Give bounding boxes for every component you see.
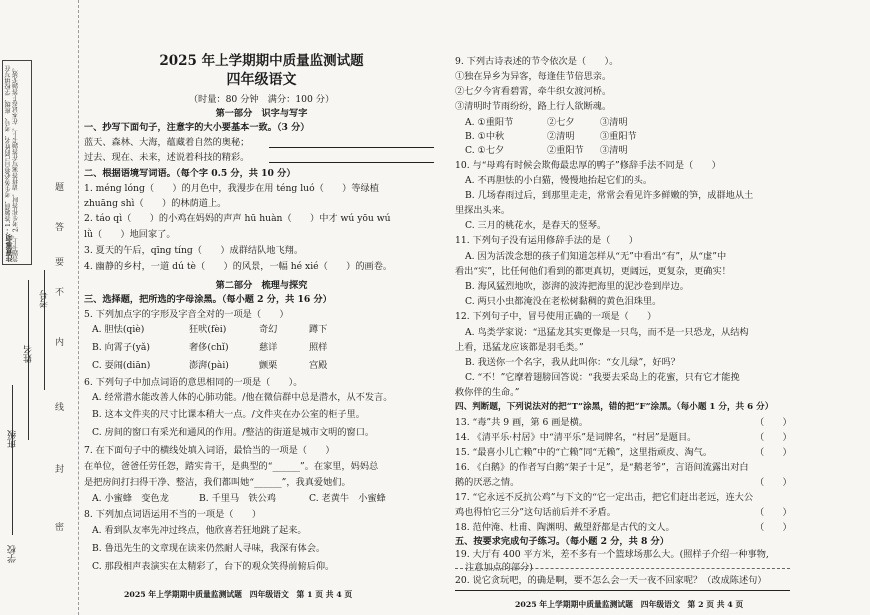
- label-class: 班级: [8, 430, 18, 448]
- page-2-footer: 2025 年上学期期中质量监测试题 四年级语文 第 2 页 共 4 页: [515, 600, 744, 609]
- question-18: 18. 范仲淹、杜甫、陶渊明、戴望舒都是古代的文人。: [455, 522, 675, 533]
- page-1: [84, 0, 439, 615]
- seal-char: 要: [55, 258, 65, 268]
- q12-option-c[interactable]: C. “不！”它摩着翅膀回答说：“我要去采岛上的花蜜，只有它才能挽: [465, 372, 740, 383]
- question-1-line-2: zhuāng shì（ ）的林荫道上。: [84, 198, 227, 209]
- label-name: 姓名: [24, 345, 34, 363]
- question-16-cont: 鹅的厌恶之情。: [455, 477, 520, 488]
- question-3: 3. 夏天的午后，qīng tíng（ ）成群结队地飞翔。: [84, 245, 304, 256]
- q5-option-c-word: 颤栗: [259, 360, 278, 371]
- q9-option-a[interactable]: A. ①重阳节: [465, 117, 514, 128]
- question-10: 10. 与“母鸡有时候会欺侮最忠厚的鸭子”修辞手法不同是（ ）: [455, 160, 721, 171]
- question-4: 4. 幽静的乡村，一道 dú tè（ ）的风景，一幅 hé xié（ ）的画卷。: [84, 261, 393, 272]
- q5-option-b-word: 慈详: [259, 342, 278, 353]
- q12-option-c-cont: 救你伴的生命。”: [455, 387, 520, 398]
- question-7-line-2: 在单位，爸爸任劳任怨，踏实肯干，是典型的“______”。在家里，妈妈总: [84, 461, 379, 472]
- name-line: [44, 270, 45, 390]
- seal-char: 不: [55, 288, 65, 298]
- q7-option-b[interactable]: B. 千里马 铁公鸡: [199, 493, 276, 504]
- q5-option-c-word: 宫殿: [309, 360, 328, 371]
- question-17-cont: 鸡也得怕它三分”这句话前后并不矛盾。: [455, 507, 616, 518]
- q9-poem-2: ②七夕今宵看碧霄，牵牛织女渡河桥。: [455, 86, 612, 97]
- q15-answer[interactable]: （ ）: [755, 447, 792, 458]
- exam-subtitle: 四年级语文: [226, 72, 297, 88]
- q9-option-b-item: ③重阳节: [600, 131, 637, 142]
- question-16: 16. 《白鹅》的作者写白鹅“架子十足”，是“鹅老爷”，言语间流露出对白: [455, 462, 749, 473]
- q5-option-a-word: 奇幻: [259, 324, 278, 335]
- section-4-heading: 四、判断题，下列说法对的把“T”涂黑，错的把“F”涂黑。（每小题 1 分，共 6 分）: [455, 402, 774, 412]
- q6-option-b[interactable]: B. 这本文件夹的尺寸比课本稍大一点。/文件夹在办公室的柜子里。: [92, 409, 365, 420]
- q6-option-a[interactable]: A. 经常潜水能改善人体的心肺功能。/他在微信群中总是潜水，从不发言。: [92, 392, 393, 403]
- q12-option-a[interactable]: A. 鸟类学家说：“迅猛龙其实更像是一只鸟，而不是一只恐龙，从结构: [465, 327, 749, 338]
- section-2-heading: 二、根据语境写词语。（每个字 0.5 分，共 10 分）: [84, 168, 296, 179]
- q9-option-a-item: ③清明: [600, 117, 628, 128]
- q5-option-b[interactable]: B. 向霄子(yǎ): [92, 342, 150, 353]
- copy-line-2: 过去、现在、未来，述说着科技的精彩。: [84, 152, 250, 163]
- notice-box: [2, 60, 32, 265]
- q12-option-b[interactable]: B. 我送你一个名字，我从此叫你：“女儿绿”，好吗？: [465, 357, 680, 368]
- q8-option-b[interactable]: B. 鲁迅先生的文章现在读来仍然耐人寻味，我深有体会。: [92, 543, 326, 554]
- question-12: 12. 下列句子中，冒号使用正确的一项是（ ）: [455, 311, 657, 322]
- label-school: 学校: [8, 545, 18, 563]
- q9-option-a-item: ②七夕: [547, 117, 575, 128]
- seal-char: 封: [55, 465, 65, 475]
- q8-option-c[interactable]: C. 那段相声表演实在太精彩了，台下的观众笑得前俯后仰。: [92, 561, 335, 572]
- question-19: 19. 大厅有 400 平方米，差不多有一个篮球场那么大。(照样子介绍一种事物,: [455, 549, 769, 560]
- q9-option-c-item: ②重阳节: [547, 145, 584, 156]
- notice-title: 注意事项：: [4, 227, 13, 262]
- question-7-line-3: 是把房间打扫得干净、整洁，我们都叫她“______”，我真爱她们。: [84, 477, 351, 488]
- page-1-footer: 2025 年上学期期中质量监测试题 四年级语文 第 1 页 共 4 页: [124, 590, 353, 599]
- q14-answer[interactable]: （ ）: [755, 432, 792, 443]
- question-17: 17. “它永远不反抗公鸡”与下文的“它一定出击，把它们赶出老远，连大公: [455, 492, 754, 503]
- school-line: [12, 385, 13, 535]
- seal-char: 答: [55, 223, 65, 233]
- q5-option-b-word: 奢侈(chǐ): [189, 342, 229, 353]
- q8-option-a[interactable]: A. 看到队友率先冲过终点，他欣喜若狂地跳了起来。: [92, 525, 307, 536]
- q9-poem-1: ①独在异乡为异客，每逢佳节倍思亲。: [455, 71, 612, 82]
- q9-option-c[interactable]: C. ①七夕: [465, 145, 505, 156]
- q7-option-c[interactable]: C. 老黄牛 小蜜蜂: [309, 493, 386, 504]
- q7-option-a[interactable]: A. 小蜜蜂 变色龙: [92, 493, 169, 504]
- q5-option-a-word: 狂吠(fèi): [189, 324, 227, 335]
- q10-option-c[interactable]: C. 三月的桃花水，是春天的竖琴。: [465, 220, 607, 231]
- q5-option-c[interactable]: C. 耍闹(diān): [92, 360, 151, 371]
- question-6: 6. 下列句子中加点词语的意思相同的一项是（ ）。: [84, 377, 303, 388]
- copy-answer-line[interactable]: [269, 147, 434, 148]
- q10-option-b[interactable]: B. 几场春雨过后，到那里走走，常常会看见许多鲜嫩的笋，成群地从土: [465, 190, 754, 201]
- question-5: 5. 下列加点字的字形及字音全对的一项是（ ）: [84, 309, 289, 320]
- q11-option-b[interactable]: B. 海风猛烈地吹，澎湃的波涛把海里的泥沙卷到岸边。: [465, 281, 689, 292]
- exam-title: 2025 年上学期期中质量监测试题: [159, 53, 364, 69]
- question-20: 20. 说它贪玩吧，的确是啊，要不怎么会一天一夜不回家呢？（改成陈述句）: [455, 575, 767, 586]
- q6-option-c[interactable]: C. 房间的窗口有采光和通风的作用。/整洁的街道是城市文明的窗口。: [92, 427, 375, 438]
- question-9: 9. 下列古诗表述的节令依次是（ ）。: [455, 56, 619, 67]
- q11-option-a-cont: 看出“实”，比任何他们看到的都更真切，更阔远，更复杂，更确实！: [455, 266, 731, 277]
- part-2-heading: 第二部分 梳理与探究: [215, 280, 308, 291]
- q10-option-a[interactable]: A. 不再胆怯的小白猫，慢慢地抬起它们的头。: [465, 175, 653, 186]
- q9-option-b-item: ②清明: [547, 131, 575, 142]
- q9-option-b[interactable]: B. ①中秋: [465, 131, 505, 142]
- section-5-heading: 五、按要求完成句子练习。（每小题 2 分，共 8 分）: [455, 536, 669, 547]
- seal-char: 密: [55, 523, 65, 533]
- q16-answer[interactable]: （ ）: [755, 477, 792, 488]
- question-15: 15. “最喜小儿亡赖”中的“亡赖”同“无赖”，这里指顽皮、淘气。: [455, 447, 713, 458]
- copy-answer-line[interactable]: [269, 162, 434, 163]
- binding-strip: [0, 0, 79, 615]
- question-1-line-1: 1. méng lóng（ ）的月色中，我漫步在用 téng luó（ ）等绿植: [84, 183, 379, 194]
- q9-option-c-item: ③清明: [600, 145, 628, 156]
- q18-answer[interactable]: （ ）: [755, 522, 792, 533]
- q17-answer[interactable]: （ ）: [755, 507, 792, 518]
- q13-answer[interactable]: （ ）: [755, 417, 792, 428]
- seal-char: 题: [55, 183, 65, 193]
- question-7-line-1: 7. 在下面句子中的横线处填入词语，最恰当的一项是（ ）: [84, 445, 335, 456]
- question-19-cont: 注意加点的部分): [465, 562, 533, 573]
- q5-option-a[interactable]: A. 胆怯(qiè): [92, 324, 145, 335]
- seal-char: 线: [55, 403, 65, 413]
- question-13: 13. “毒”共 9 画，第 6 画是横。: [455, 417, 588, 428]
- question-14: 14. 《清平乐·村居》中“清平乐”是词牌名，“村居”是题目。: [455, 432, 697, 443]
- question-11: 11. 下列句子没有运用修辞手法的是（ ）: [455, 235, 638, 246]
- question-2-line-1: 2. táo qì（ ）的小鸡在妈妈的声声 hū huàn（ ）中才 wú yōu wú: [84, 213, 391, 224]
- q5-option-a-word: 蹲下: [309, 324, 328, 335]
- section-1-heading: 一、抄写下面句子，注意字的大小要基本一致。（3 分）: [84, 122, 310, 133]
- seal-char: 内: [55, 338, 65, 348]
- page-2-q20-wrap: [455, 0, 855, 615]
- notice-text: 1.答题前，考生务必将自己的姓名、考号、班级、学校填写在答题卡上。2.考生作答时，请将答案写在答题卡上，在本试卷上答题无效。: [5, 64, 20, 262]
- q12-option-a-cont: 上看，迅猛龙应该都是羽毛类。”: [455, 342, 584, 353]
- q5-option-c-word: 澎湃(pài): [189, 360, 229, 371]
- q5-option-b-word: 照样: [309, 342, 328, 353]
- exam-meta: （时量：80 分钟 满分：100 分）: [188, 94, 335, 105]
- question-8: 8. 下列加点词语运用不当的一项是（ ）: [84, 509, 262, 520]
- section-3-heading: 三、选择题，把所选的字母涂黑。（每小题 2 分，共 16 分）: [84, 294, 332, 305]
- question-2-line-2: lǜ（ ）地回家了。: [84, 229, 176, 240]
- q10-option-b-cont: 里探出头来。: [455, 205, 511, 216]
- q11-option-c[interactable]: C. 两只小虫都淹没在老松树黏稠的黄色泪珠里。: [465, 296, 662, 307]
- q9-poem-3: ③清明时节雨纷纷，路上行人欲断魂。: [455, 101, 612, 112]
- label-id: 考号: [40, 290, 50, 308]
- copy-line-1: 蓝天、森林、大海，蕴藏着自然的奥秘；: [84, 137, 250, 148]
- q11-option-a[interactable]: A. 因为活泼念想的孩子们知道怎样从“无”中看出“有”，从“虚”中: [465, 251, 727, 262]
- part-1-heading: 第一部分 识字与写字: [215, 108, 308, 119]
